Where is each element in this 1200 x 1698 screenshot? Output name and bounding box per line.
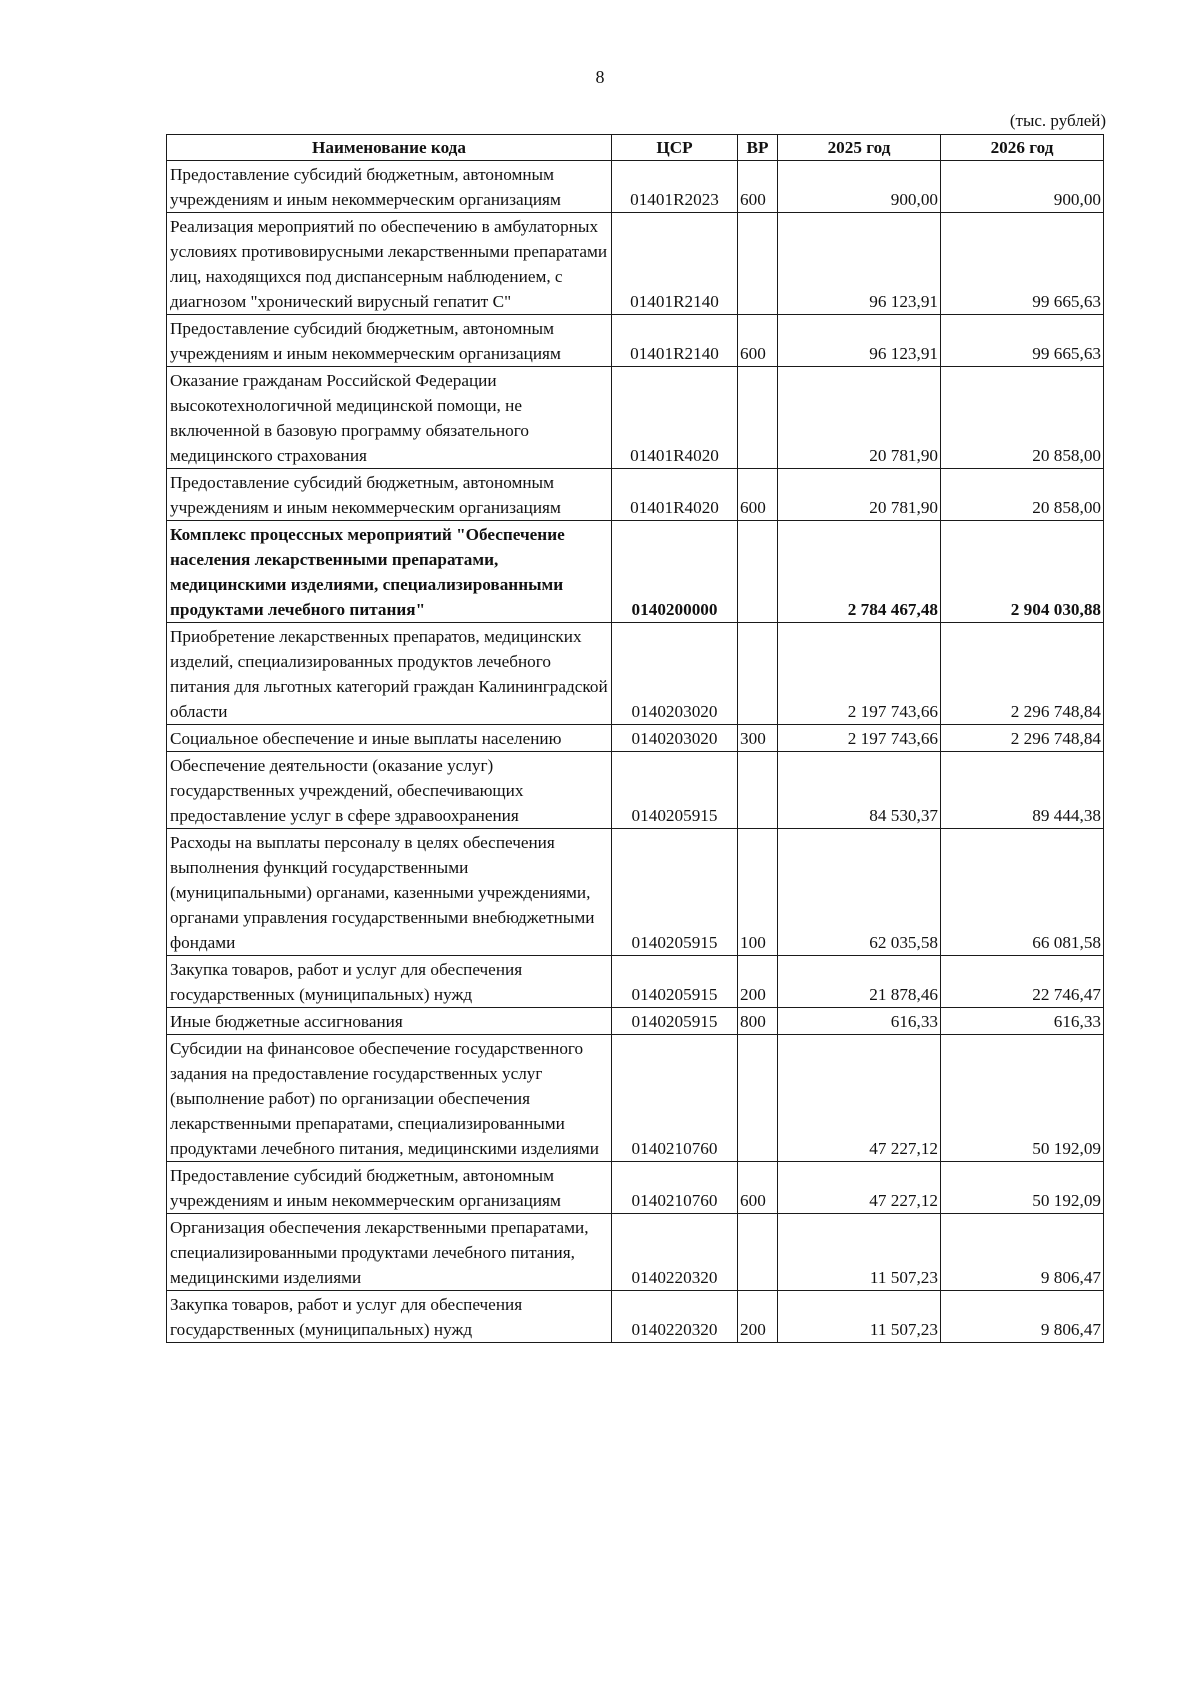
row-name-cell: Предоставление субсидий бюджетным, автономным учреждениям и иным некоммерческим организациям (167, 161, 612, 213)
row-vr-cell: 100 (738, 829, 778, 956)
row-2026-cell: 50 192,09 (941, 1162, 1104, 1214)
table-row (167, 623, 1104, 725)
row-2025-cell: 11 507,23 (778, 1214, 941, 1291)
row-vr-cell: 800 (738, 1008, 778, 1035)
row-name-cell: Комплекс процессных мероприятий "Обеспечение населения лекарственными препаратами, медицинскими изделиями, специализированными продуктами лечебного питания" (167, 521, 612, 623)
table-row (167, 725, 1104, 752)
row-vr-cell: 200 (738, 1291, 778, 1343)
row-vr-cell (738, 367, 778, 469)
row-2026-cell: 20 858,00 (941, 469, 1104, 521)
row-2025-cell: 84 530,37 (778, 752, 941, 829)
row-2026-cell: 22 746,47 (941, 956, 1104, 1008)
table-row (167, 161, 1104, 213)
row-2026-cell: 2 296 748,84 (941, 623, 1104, 725)
row-name-cell: Предоставление субсидий бюджетным, автономным учреждениям и иным некоммерческим организациям (167, 1162, 612, 1214)
table-row (167, 521, 1104, 623)
row-name-cell: Расходы на выплаты персоналу в целях обеспечения выполнения функций государственными (муниципальными) органами, казенными учреждениями, органами управления государственными внебюджетными фондами (167, 829, 612, 956)
row-vr-cell: 600 (738, 469, 778, 521)
row-vr-cell (738, 623, 778, 725)
row-vr-cell (738, 1035, 778, 1162)
row-vr-cell: 600 (738, 1162, 778, 1214)
row-2025-cell: 900,00 (778, 161, 941, 213)
row-name-cell: Иные бюджетные ассигнования (167, 1008, 612, 1035)
unit-note: (тыс. рублей) (1009, 111, 1106, 130)
row-2025-cell: 20 781,90 (778, 469, 941, 521)
row-vr-cell (738, 1214, 778, 1291)
row-2025-cell: 2 784 467,48 (778, 521, 941, 623)
row-2025-cell: 21 878,46 (778, 956, 941, 1008)
header-csr: ЦСР (612, 135, 738, 161)
row-2025-cell: 20 781,90 (778, 367, 941, 469)
table-row (167, 956, 1104, 1008)
row-2026-cell: 99 665,63 (941, 213, 1104, 315)
header-name: Наименование кода (167, 135, 612, 161)
row-name-cell: Оказание гражданам Российской Федерации высокотехнологичной медицинской помощи, не включенной в базовую программу обязательного медицинского страхования (167, 367, 612, 469)
row-csr-cell: 0140203020 (612, 725, 738, 752)
row-name-cell: Приобретение лекарственных препаратов, медицинских изделий, специализированных продуктов лечебного питания для льготных категорий граждан Калининградской области (167, 623, 612, 725)
row-vr-cell (738, 213, 778, 315)
row-vr-cell: 300 (738, 725, 778, 752)
row-2026-cell: 66 081,58 (941, 829, 1104, 956)
row-2025-cell: 2 197 743,66 (778, 623, 941, 725)
row-csr-cell: 0140205915 (612, 1008, 738, 1035)
table-row (167, 1035, 1104, 1162)
table-row (167, 367, 1104, 469)
table-row (167, 1008, 1104, 1035)
row-2026-cell: 9 806,47 (941, 1214, 1104, 1291)
row-2026-cell: 9 806,47 (941, 1291, 1104, 1343)
row-vr-cell (738, 752, 778, 829)
table-row (167, 752, 1104, 829)
table-row (167, 1291, 1104, 1343)
row-csr-cell: 0140203020 (612, 623, 738, 725)
row-name-cell: Закупка товаров, работ и услуг для обеспечения государственных (муниципальных) нужд (167, 956, 612, 1008)
header-vr: ВР (738, 135, 778, 161)
row-csr-cell: 01401R2140 (612, 315, 738, 367)
table-body (167, 161, 1104, 1343)
row-2025-cell: 47 227,12 (778, 1162, 941, 1214)
page-number: 8 (595, 67, 605, 87)
row-csr-cell: 01401R4020 (612, 367, 738, 469)
row-csr-cell: 0140220320 (612, 1214, 738, 1291)
row-2026-cell: 616,33 (941, 1008, 1104, 1035)
row-csr-cell: 0140205915 (612, 956, 738, 1008)
row-csr-cell: 0140210760 (612, 1035, 738, 1162)
row-vr-cell: 600 (738, 161, 778, 213)
row-2025-cell: 11 507,23 (778, 1291, 941, 1343)
row-csr-cell: 0140220320 (612, 1291, 738, 1343)
table-row (167, 469, 1104, 521)
row-2026-cell: 2 296 748,84 (941, 725, 1104, 752)
row-2025-cell: 47 227,12 (778, 1035, 941, 1162)
table-header (167, 135, 1104, 161)
row-2026-cell: 900,00 (941, 161, 1104, 213)
row-name-cell: Обеспечение деятельности (оказание услуг) государственных учреждений, обеспечивающих предоставление услуг в сфере здравоохранения (167, 752, 612, 829)
row-csr-cell: 0140205915 (612, 829, 738, 956)
row-name-cell: Предоставление субсидий бюджетным, автономным учреждениям и иным некоммерческим организациям (167, 315, 612, 367)
row-csr-cell: 0140205915 (612, 752, 738, 829)
row-name-cell: Социальное обеспечение и иные выплаты населению (167, 725, 612, 752)
row-name-cell: Организация обеспечения лекарственными препаратами, специализированными продуктами лечебного питания, медицинскими изделиями (167, 1214, 612, 1291)
header-2025: 2025 год (778, 135, 941, 161)
row-2025-cell: 96 123,91 (778, 315, 941, 367)
row-2026-cell: 50 192,09 (941, 1035, 1104, 1162)
header-2026: 2026 год (941, 135, 1104, 161)
row-name-cell: Предоставление субсидий бюджетным, автономным учреждениям и иным некоммерческим организациям (167, 469, 612, 521)
row-2025-cell: 62 035,58 (778, 829, 941, 956)
row-2026-cell: 89 444,38 (941, 752, 1104, 829)
row-2026-cell: 20 858,00 (941, 367, 1104, 469)
table-row (167, 1214, 1104, 1291)
row-name-cell: Субсидии на финансовое обеспечение государственного задания на предоставление государственных услуг (выполнение работ) по организации обеспечения лекарственными препаратами, специализированными продуктами лечебного питания, медицинскими изделиями (167, 1035, 612, 1162)
row-csr-cell: 01401R2140 (612, 213, 738, 315)
row-csr-cell: 0140210760 (612, 1162, 738, 1214)
row-2025-cell: 96 123,91 (778, 213, 941, 315)
row-2026-cell: 2 904 030,88 (941, 521, 1104, 623)
row-csr-cell: 01401R2023 (612, 161, 738, 213)
row-name-cell: Закупка товаров, работ и услуг для обеспечения государственных (муниципальных) нужд (167, 1291, 612, 1343)
table-row (167, 1162, 1104, 1214)
row-2025-cell: 2 197 743,66 (778, 725, 941, 752)
budget-table (166, 134, 1104, 1343)
row-2026-cell: 99 665,63 (941, 315, 1104, 367)
row-vr-cell: 600 (738, 315, 778, 367)
row-csr-cell: 01401R4020 (612, 469, 738, 521)
table-row (167, 829, 1104, 956)
row-vr-cell: 200 (738, 956, 778, 1008)
header-row (167, 135, 1104, 161)
table-row (167, 213, 1104, 315)
row-csr-cell: 0140200000 (612, 521, 738, 623)
row-vr-cell (738, 521, 778, 623)
row-name-cell: Реализация мероприятий по обеспечению в амбулаторных условиях противовирусными лекарственными препаратами лиц, находящихся под диспансерным наблюдением, с диагнозом "хронический вирусный гепатит C" (167, 213, 612, 315)
row-2025-cell: 616,33 (778, 1008, 941, 1035)
table-row (167, 315, 1104, 367)
